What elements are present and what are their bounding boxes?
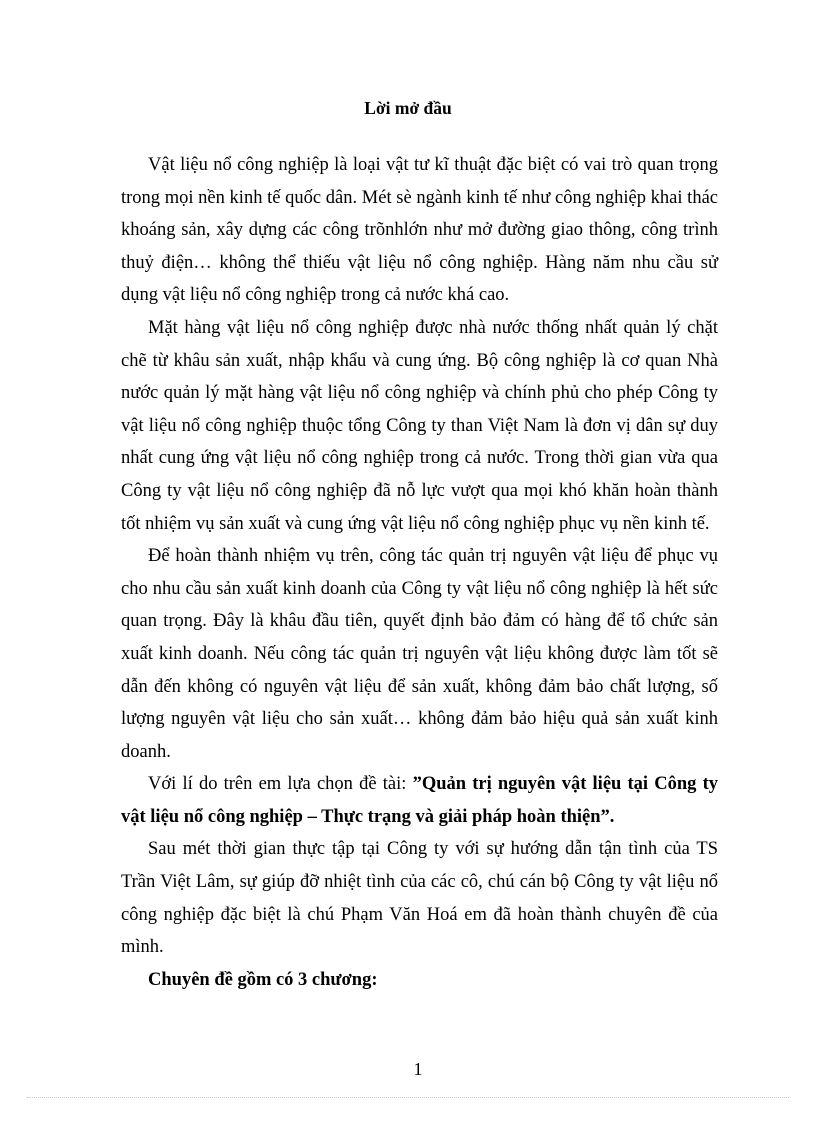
chapters-heading: Chuyên đề gồm có 3 chương: bbox=[148, 969, 378, 990]
topic-title: ”Quản trị nguyên vật liệu tại Công ty vật liệu nổ công nghiệp – Thực trạng và giải pháp hoàn thiện”. bbox=[121, 774, 718, 827]
page-number: 1 bbox=[413, 1059, 423, 1079]
document-body bbox=[121, 149, 718, 996]
paragraph-management: Mặt hàng vật liệu nổ công nghiệp được nhà nước thống nhất quản lý chặt chẽ từ khâu sản xuất, nhập khẩu và cung ứng. Bộ công nghiệp là cơ quan Nhà nước quản lý mặt hàng vật liệu nổ công nghiệp và chính phủ cho phép Công ty vật liệu nổ công nghiệp thuộc tổng Công ty than Việt Nam là đơn vị dân sự duy nhất cung ứng vật liệu nổ công nghiệp trong cả nước. Trong thời gian vừa qua Công ty vật liệu nổ công nghiệp đã nỗ lực vượt qua mọi khó khăn hoàn thành tốt nhiệm vụ sản xuất và cung ứng vật liệu nổ công nghiệp phục vụ nền kinh tế. bbox=[121, 317, 718, 534]
page-title: Lời mở đầu bbox=[364, 98, 452, 118]
paragraph-intro: Vật liệu nổ công nghiệp là loại vật tư kĩ thuật đặc biệt có vai trò quan trọng trong mọi nền kinh tế quốc dân. Mét sè ngành kinh tế như công nghiệp khai thác khoáng sản, xây dựng các công trõnhlớn như mở đường giao thông, công trình thuỷ điện… không thể thiếu vật liệu nổ công nghiệp. Hàng năm nhu cầu sử dụng vật liệu nổ công nghiệp trong cả nước khá cao. bbox=[121, 155, 718, 306]
page-bottom-divider bbox=[27, 1097, 789, 1098]
paragraph-acknowledgement: Sau mét thời gian thực tập tại Công ty với sự hướng dẫn tận tình của TS Trần Việt Lâm, sự giúp đỡ nhiệt tình của các cô, chú cán bộ Công ty vật liệu nổ công nghiệp đặc biệt là chú Phạm Văn Hoá em đã hoàn thành chuyên đề của mình. bbox=[121, 839, 718, 958]
paragraph-importance: Để hoàn thành nhiệm vụ trên, công tác quản trị nguyên vật liệu để phục vụ cho nhu cầu sản xuất kinh doanh của Công ty vật liệu nổ công nghiệp là hết sức quan trọng. Đây là khâu đầu tiên, quyết định bảo đảm có hàng để tổ chức sản xuất kinh doanh. Nếu công tác quản trị nguyên vật liệu không được làm tốt sẽ dẫn đến không có nguyên vật liệu để sản xuất, không đảm bảo chất lượng, số lượng nguyên vật liệu cho sản xuất… không đảm bảo hiệu quả sản xuất kinh doanh. bbox=[121, 546, 718, 762]
topic-intro: Với lí do trên em lựa chọn đề tài: bbox=[148, 774, 413, 795]
paragraph-topic bbox=[121, 768, 718, 833]
